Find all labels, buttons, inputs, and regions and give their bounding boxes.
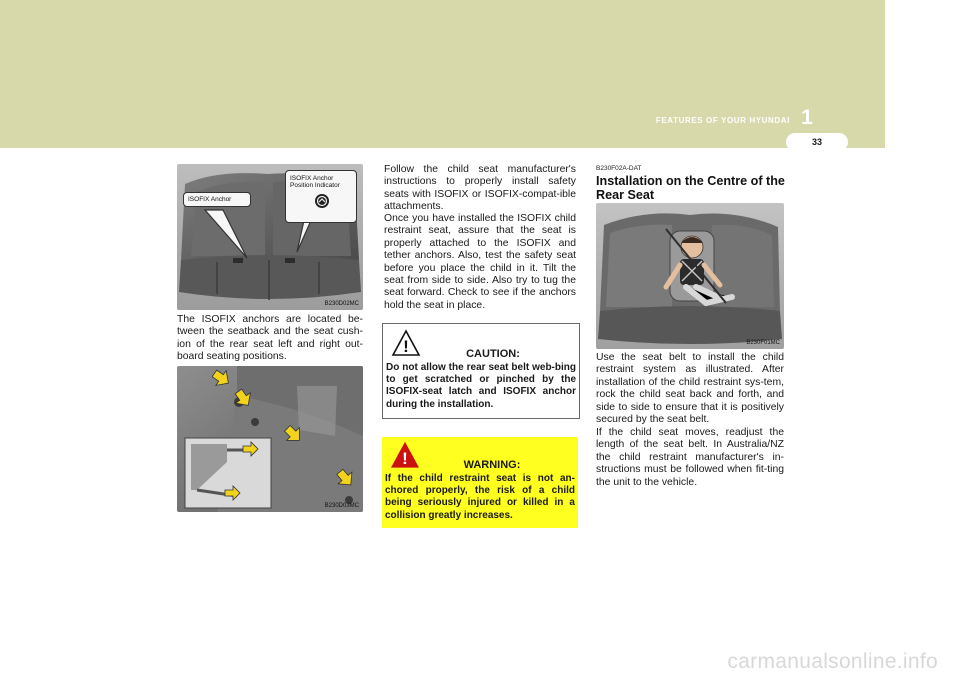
arrow-icon [231, 386, 255, 410]
header-section-title: FEATURES OF YOUR HYUNDAI [655, 116, 790, 125]
chapter-number: 1 [801, 106, 813, 129]
position-indicator-label-2: Position Indicator [290, 182, 340, 190]
arrow-icon [209, 366, 233, 390]
figure1-code: B230D02MC [324, 301, 359, 307]
isofix-closeup-figure [177, 366, 363, 512]
isofix-anchor-figure [177, 164, 363, 310]
isofix-indicator-icon [314, 193, 330, 209]
svg-text:!: ! [403, 337, 409, 356]
figure3-code: B230F01MC [746, 340, 780, 346]
warning-title: WARNING: [463, 459, 521, 471]
watermark: carmanualsonline.info [727, 650, 938, 673]
isofix-location-text: The ISOFIX anchors are located be-tween the seatback and the seat cush-ion of the rear seat left and right out-board seating positions. [177, 314, 363, 363]
isofix-position-indicator-callout [285, 170, 357, 223]
page-number: 33 [811, 137, 822, 147]
figure2-code: B230D03MC [324, 503, 359, 509]
warning-text: If the child restraint seat is not an-chored properly, the risk of a child being seriously injured or killed in a collision greatly increases. [385, 473, 575, 521]
isofix-arrow-markers [177, 366, 363, 512]
header-band [0, 0, 885, 148]
position-indicator-label-1: ISOFIX Anchor [290, 175, 334, 182]
centre-seat-child-restraint-illustration [596, 203, 784, 349]
installation-instructions-2: Once you have installed the ISOFIX child restraint seat, assure that the seat is properly attached to the ISOFIX and tether anchors. Also, test the safety seat before you place the child in it. Tilt the seat from side to side. Also try to tug the seat forward. Check to see if the anchors hold the seat in place. [384, 213, 576, 311]
caution-box [382, 323, 580, 419]
arrow-icon [281, 422, 306, 447]
centre-seat-instructions-2: If the child seat moves, readjust the length of the seat belt. In Australia/NZ the child restraint manufacturer's in-structions must be followed when fit-ting the unit to the vehicle. [596, 427, 784, 488]
arrow-icon [225, 486, 240, 500]
svg-text:!: ! [402, 449, 408, 468]
warning-box [382, 437, 578, 528]
centre-seat-figure [596, 203, 784, 349]
section-code: B230F02A-DAT [596, 165, 642, 172]
isofix-anchor-label: ISOFIX Anchor [188, 196, 232, 203]
arrow-icon [243, 442, 258, 456]
arrow-icon [333, 466, 358, 491]
caution-title: CAUTION: [466, 348, 520, 360]
caution-text: Do not allow the rear seat belt web-bing to get scratched or pinched by the ISOFIX-seat latch and ISOFIX anchor during the installation. [386, 362, 576, 410]
centre-seat-instructions-1: Use the seat belt to install the child restraint system as illustrated. After installation of the child restraint sys-tem, rock the child seat back and forth, and side to side to ensure that it is positively secured by the seat belt. [596, 352, 784, 426]
installation-instructions-1: Follow the child seat manufacturer's instructions to properly install safety seats with ISOFIX or ISOFIX-compat-ible attachments. [384, 164, 576, 213]
section-title: Installation on the Centre of the Rear Seat [596, 174, 785, 202]
